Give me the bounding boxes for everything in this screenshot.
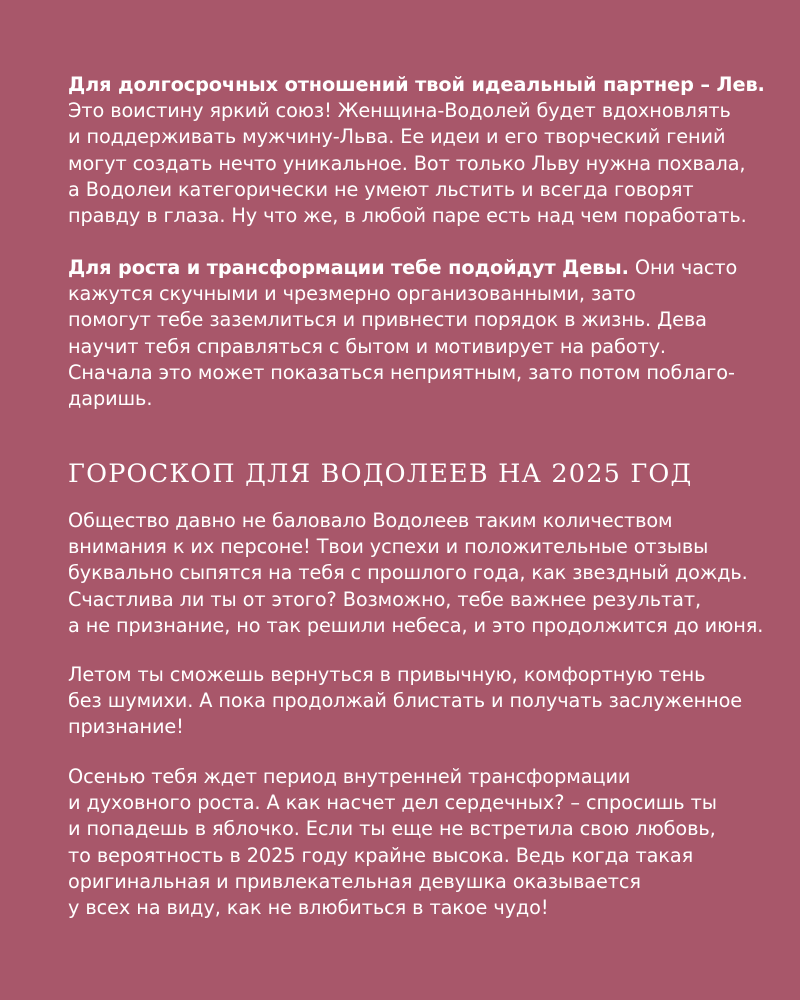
text-line: внимания к их персоне! Твои успехи и положительные отзывы <box>68 535 709 559</box>
growth-lead: Для роста и трансформации тебе подойдут Девы. <box>68 256 629 279</box>
text-line: Счастлива ли ты от этого? Возможно, тебе важнее результат, <box>68 587 701 611</box>
text-line: то вероятность в 2025 году крайне высока. Ведь когда такая <box>68 843 694 867</box>
text-line: Осенью тебя ждет период внутренней трансформации <box>68 765 631 788</box>
text-line: научит тебя справляться с бытом и мотивирует на работу. <box>68 334 666 358</box>
partner-paragraph <box>68 72 765 229</box>
partner-lead: Для долгосрочных отношений твой идеальный партнер – Лев. <box>68 73 765 96</box>
growth-paragraph <box>68 255 737 412</box>
text-line: а Водолеи категорически не умеют льстить и всегда говорят <box>68 177 694 201</box>
text-line: у всех на виду, как не влюбиться в такое чудо! <box>68 896 549 920</box>
text-line: признание! <box>68 715 184 739</box>
text-line: правду в глаза. Ну что же, в любой паре есть над чем поработать. <box>68 204 747 228</box>
section-heading: ГОРОСКОП ДЛЯ ВОДОЛЕЕВ НА 2025 ГОД <box>68 459 693 489</box>
attention-paragraph <box>68 508 763 639</box>
text-line: Летом ты сможешь вернуться в привычную, комфортную тень <box>68 663 706 686</box>
text-line: без шумихи. А пока продолжай блистать и получать заслуженное <box>68 689 743 713</box>
text-line: даришь. <box>68 387 153 411</box>
text-line: Сначала это может показаться неприятным, зато потом поблаго- <box>68 360 735 384</box>
text-line: помогут тебе заземлиться и привнести порядок в жизнь. Дева <box>68 308 707 332</box>
growth-lead-tail: Они часто <box>628 256 738 279</box>
text-line: Это воистину яркий союз! Женщина-Водолей будет вдохновлять <box>68 99 731 123</box>
text-line: кажутся скучными и чрезмерно организованными, зато <box>68 282 636 306</box>
text-line: буквально сыпятся на тебя с прошлого года, как звездный дождь. <box>68 561 748 585</box>
text-line: Общество давно не баловало Водолеев таким количеством <box>68 509 673 532</box>
text-line: и попадешь в яблочко. Если ты еще не встретила свою любовь, <box>68 817 716 841</box>
text-line: оригинальная и привлекательная девушка оказывается <box>68 869 641 893</box>
autumn-paragraph <box>68 764 717 921</box>
text-line: могут создать нечто уникальное. Вот только Льву нужна похвала, <box>68 151 746 175</box>
text-line: а не признание, но так решили небеса, и это продолжится до июня. <box>68 613 764 637</box>
summer-paragraph <box>68 662 742 741</box>
text-line: и духовного роста. А как насчет дел сердечных? – спросишь ты <box>68 791 717 815</box>
text-line: и поддерживать мужчину-Льва. Ее идеи и его творческий гений <box>68 125 726 149</box>
